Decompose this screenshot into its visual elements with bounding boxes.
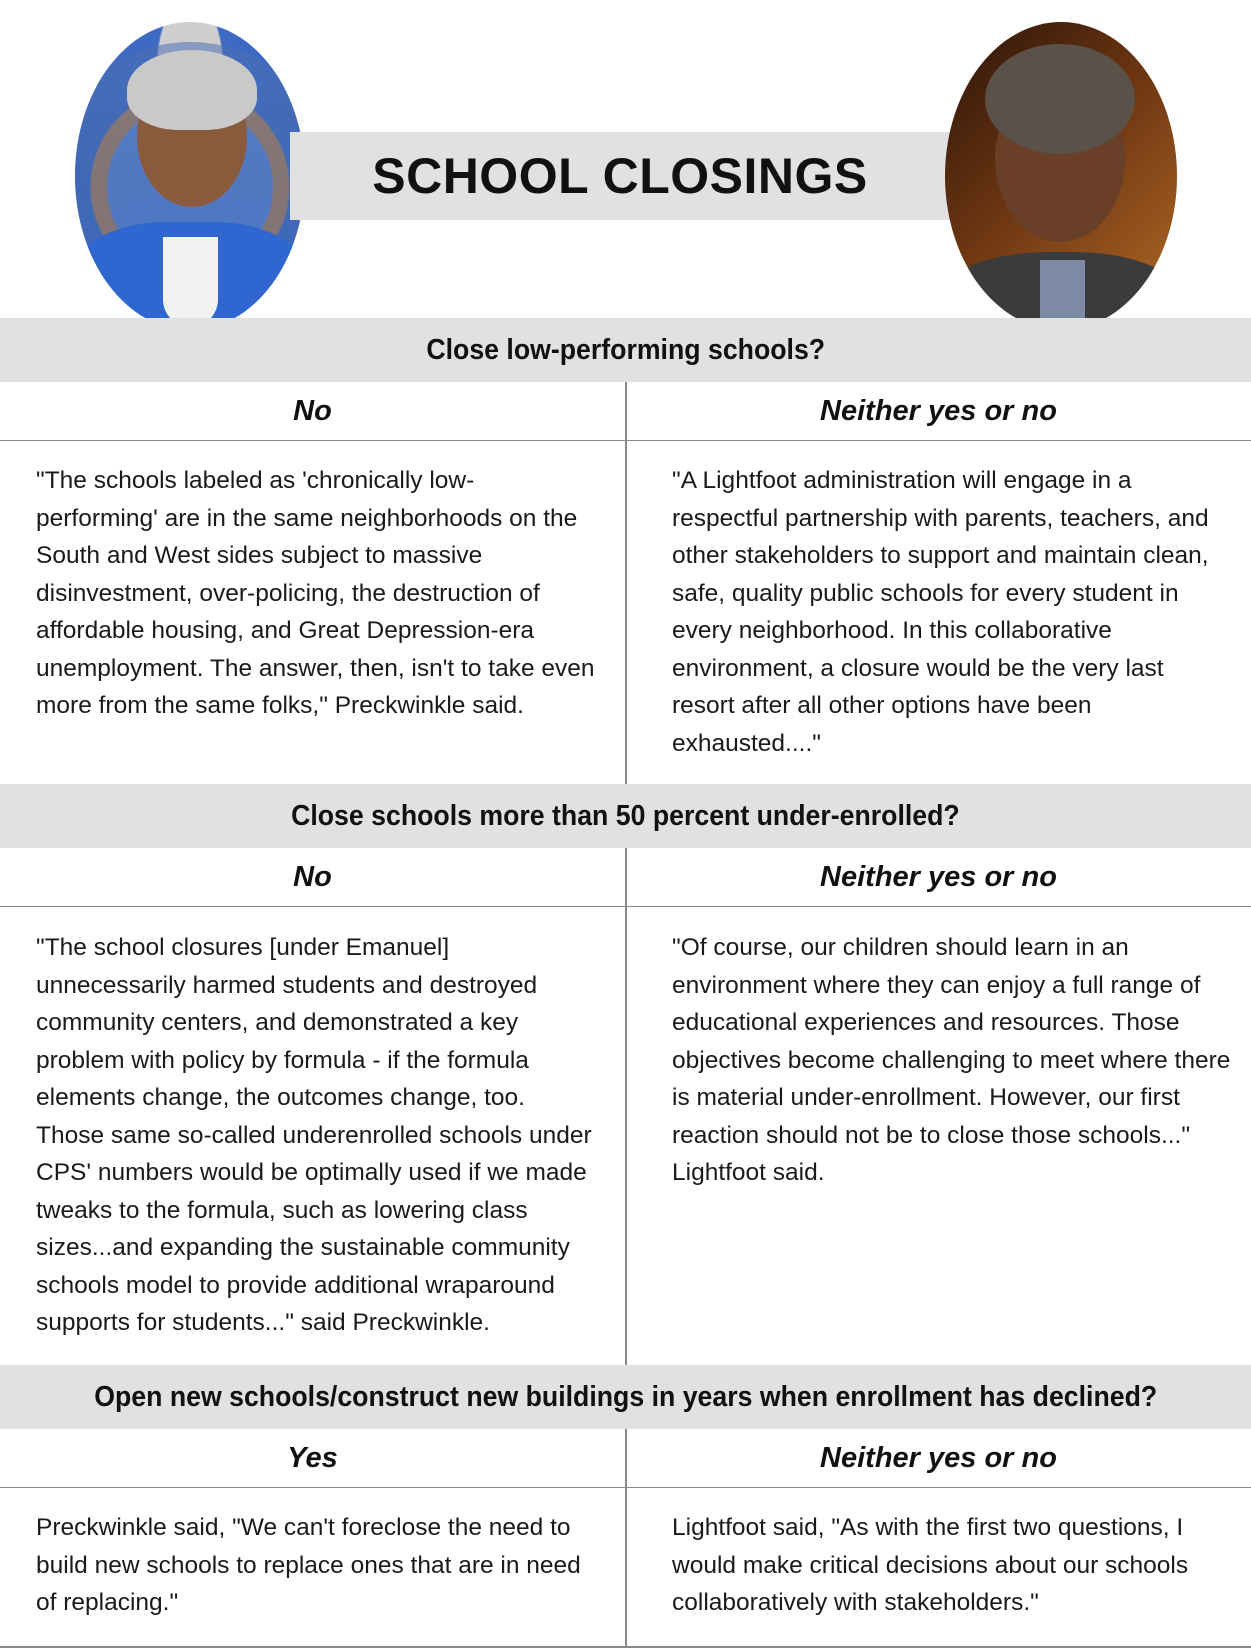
column-divider	[625, 1429, 627, 1648]
left-answer: No	[293, 860, 332, 893]
right-quote: "A Lightfoot administration will engage in a respectful partnership with parents, teachers, and other stakeholders to support and maintain clean, safe, quality public schools for every student in every neighborhood. In this collaborative environment, a closure would be the very last resort after all other options have been exhausted...."	[672, 467, 1209, 757]
portrait-collar	[163, 237, 218, 327]
question-text: Open new schools/construct new buildings in years when enrollment has declined?	[94, 1380, 1157, 1413]
question-text: Close low-performing schools?	[426, 333, 825, 366]
right-answer: Neither yes or no	[820, 394, 1057, 427]
left-answer: No	[293, 394, 332, 427]
left-quote: Preckwinkle said, "We can't foreclose the need to build new schools to replace ones that are in need of replacing."	[36, 1514, 581, 1616]
question-text: Close schools more than 50 percent under-enrolled?	[291, 799, 960, 832]
bottom-rule	[0, 1646, 1251, 1648]
right-quote: Lightfoot said, "As with the first two questions, I would make critical decisions about our schools collaboratively with stakeholders."	[672, 1514, 1189, 1616]
column-divider	[625, 382, 627, 784]
lightfoot-portrait	[945, 22, 1177, 330]
column-divider	[625, 848, 627, 1365]
left-quote: "The schools labeled as 'chronically low-performing' are in the same neighborhoods on the South and West sides subject to massive disinvestment, over-policing, the destruction of affordable housing, and Great Depression-era unemployment. The answer, then, isn't to take even more from the same folks," Preckwinkle said.	[36, 467, 595, 719]
question-bar	[0, 318, 1251, 382]
question-bar	[0, 784, 1251, 848]
preckwinkle-portrait	[75, 22, 305, 330]
left-answer: Yes	[287, 1441, 338, 1474]
question-bar	[0, 1365, 1251, 1429]
right-answer: Neither yes or no	[820, 1441, 1057, 1474]
portrait-hair	[127, 50, 257, 130]
page-title: SCHOOL CLOSINGS	[372, 148, 868, 204]
left-quote: "The school closures [under Emanuel] unnecessarily harmed students and destroyed community centers, and demonstrated a key problem with policy by formula - if the formula elements change, the outcomes change, too. Those same so-called underenrolled schools under CPS' numbers would be optimally used if we made tweaks to the formula, such as lowering class sizes...and expanding the sustainable community schools model to provide additional wraparound supports for students..." said Preckwinkle.	[36, 934, 592, 1336]
header	[0, 0, 1251, 318]
right-quote: "Of course, our children should learn in an environment where they can enjoy a full range of educational experiences and resources. Those objectives become challenging to meet where there is material under-enrollment. However, our first reaction should not be to close those schools..." Lightfoot said.	[672, 934, 1231, 1186]
right-answer: Neither yes or no	[820, 860, 1057, 893]
portrait-hair	[985, 44, 1135, 154]
title-band	[290, 132, 950, 220]
